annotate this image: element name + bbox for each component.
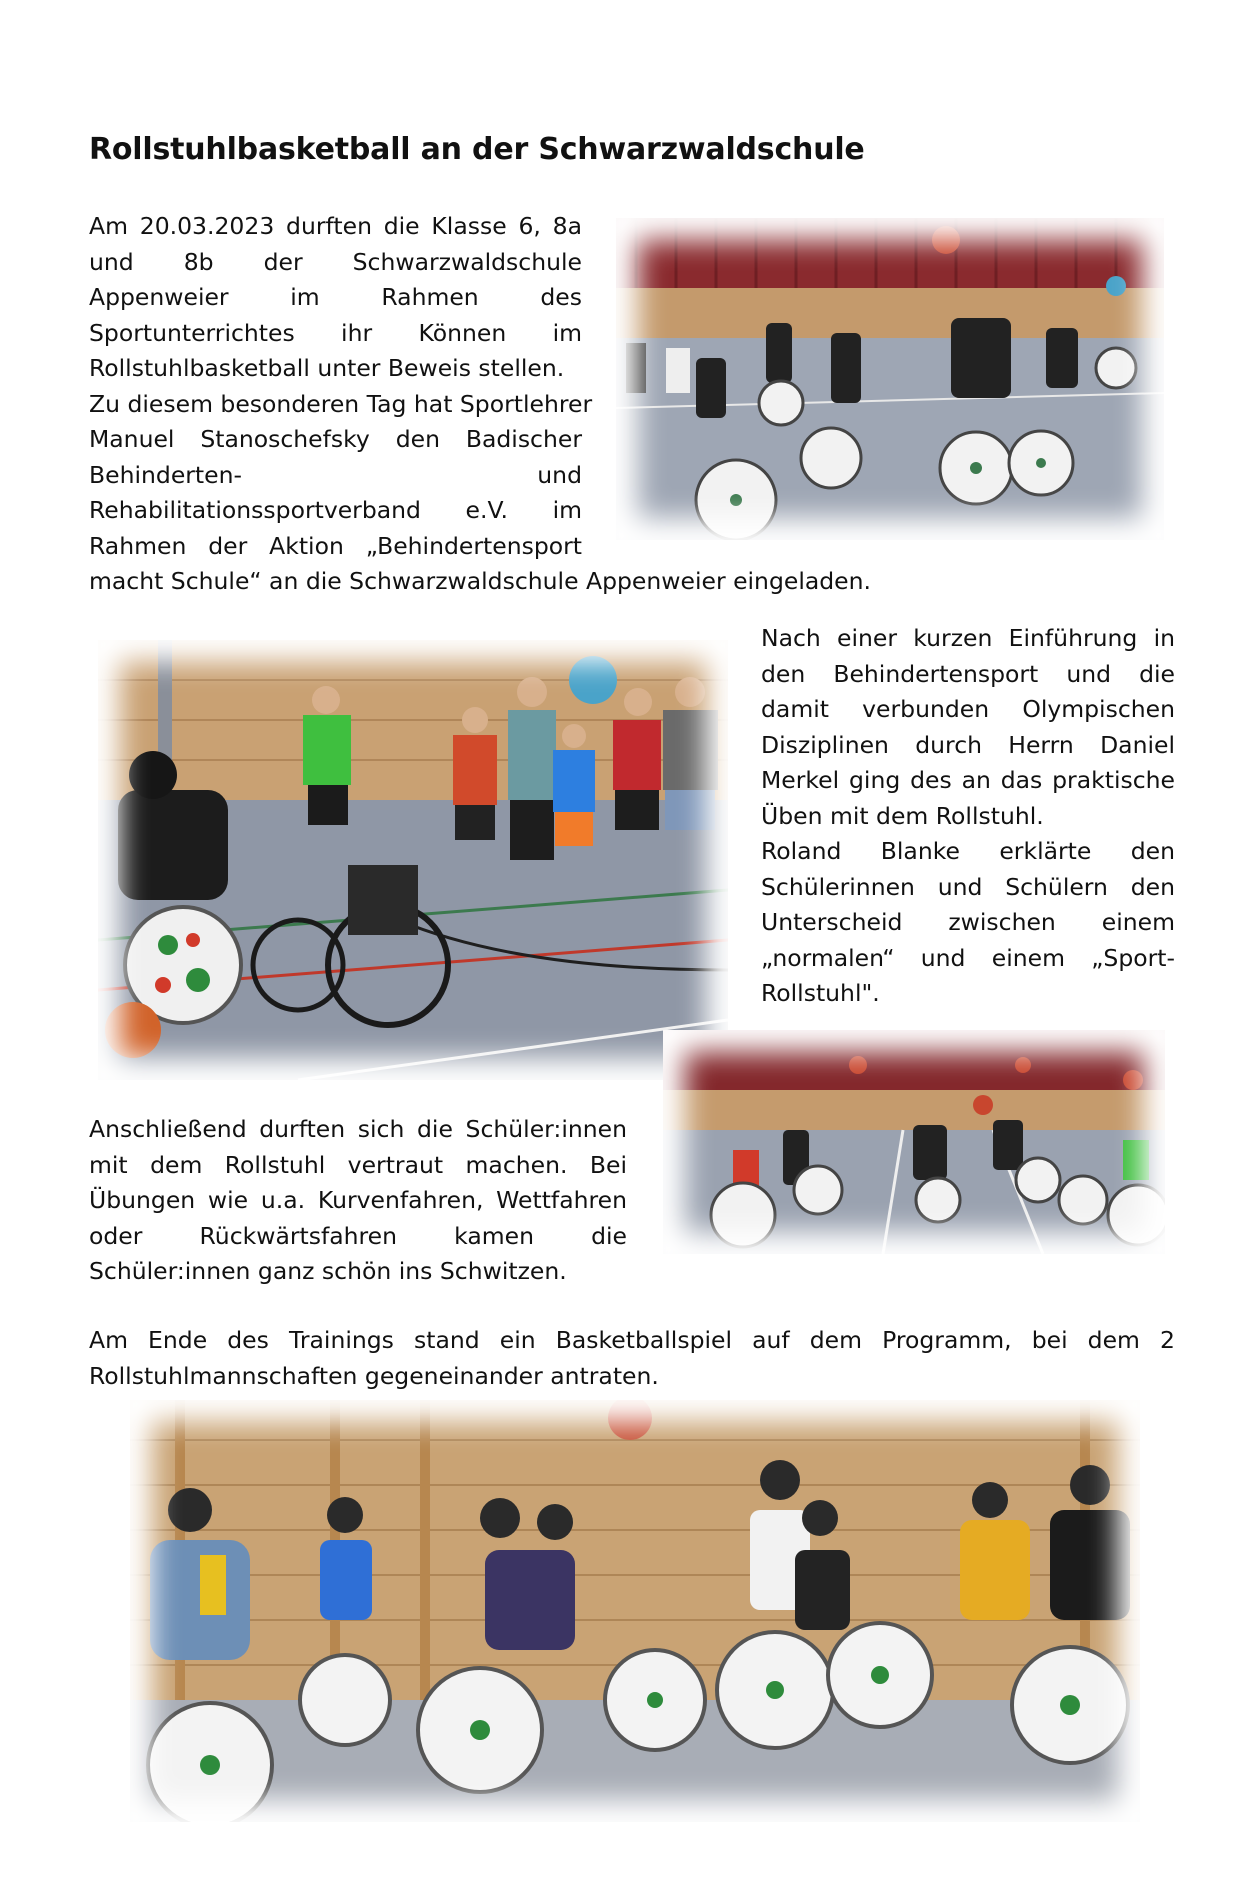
text-line: Übungen wie u.a. Kurvenfahren, Wettfahren (89, 1186, 627, 1214)
text-line: Üben mit dem Rollstuhl. (761, 801, 1044, 830)
text-line: Anschließend durften sich die Schüler:innen (89, 1115, 627, 1143)
paragraph-exercises (89, 1112, 627, 1290)
text-line: Unterscheid zwischen einem (761, 908, 1175, 936)
text-line: Rollstuhlmannschaften gegeneinander antraten. (89, 1361, 659, 1390)
text-line: Schülerinnen und Schülern den (761, 872, 1175, 901)
text-line: Rollstuhl". (761, 979, 880, 1007)
photo-instructor-and-students (98, 640, 728, 1080)
text-line: Roland Blanke erklärte den (761, 837, 1175, 865)
text-line: Disziplinen durch Herrn Daniel (761, 730, 1175, 759)
text-line: Am 20.03.2023 durften die Klasse 6, 8a (89, 212, 582, 240)
paragraph-introduction-practice (761, 621, 1175, 1012)
text-line: Appenweier im Rahmen des (89, 283, 582, 311)
article-title: Rollstuhlbasketball an der Schwarzwaldschule (89, 132, 865, 167)
text-line: oder Rückwärtsfahren kamen die (89, 1221, 627, 1250)
photo-wheelchair-exercises (663, 1030, 1165, 1254)
text-line: und 8b der Schwarzwaldschule (89, 247, 582, 276)
text-line: „normalen“ und einem „Sport- (761, 943, 1175, 972)
text-line: Rehabilitationssportverband e.V. im (89, 496, 582, 524)
text-line: Manuel Stanoschefsky den Badischer (89, 425, 582, 453)
text-line: Schüler:innen ganz schön ins Schwitzen. (89, 1257, 567, 1285)
photo-basketball-match (130, 1400, 1140, 1822)
text-line: Merkel ging des an das praktische (761, 766, 1175, 794)
paragraph-intro (89, 209, 871, 600)
text-line: Sportunterrichtes ihr Können im (89, 318, 582, 347)
text-line: Am Ende des Trainings stand ein Basketballspiel auf dem Programm, bei dem 2 (89, 1326, 1175, 1354)
text-line: mit dem Rollstuhl vertraut machen. Bei (89, 1150, 627, 1179)
text-line: Rollstuhlbasketball unter Beweis stellen. (89, 354, 565, 382)
photo-wheelchair-practice-hall (616, 218, 1164, 540)
text-line: macht Schule“ an die Schwarzwaldschule Appenweier eingeladen. (89, 567, 871, 595)
text-line: Nach einer kurzen Einführung in (761, 624, 1175, 652)
text-line: Behinderten- und (89, 460, 582, 489)
text-line: den Behindertensport und die (761, 659, 1175, 688)
text-line: damit verbunden Olympischen (761, 695, 1175, 723)
text-line: Zu diesem besonderen Tag hat Sportlehrer (89, 389, 593, 418)
paragraph-basketball-game (89, 1323, 1175, 1394)
text-line: Rahmen der Aktion „Behindertensport (89, 531, 582, 560)
